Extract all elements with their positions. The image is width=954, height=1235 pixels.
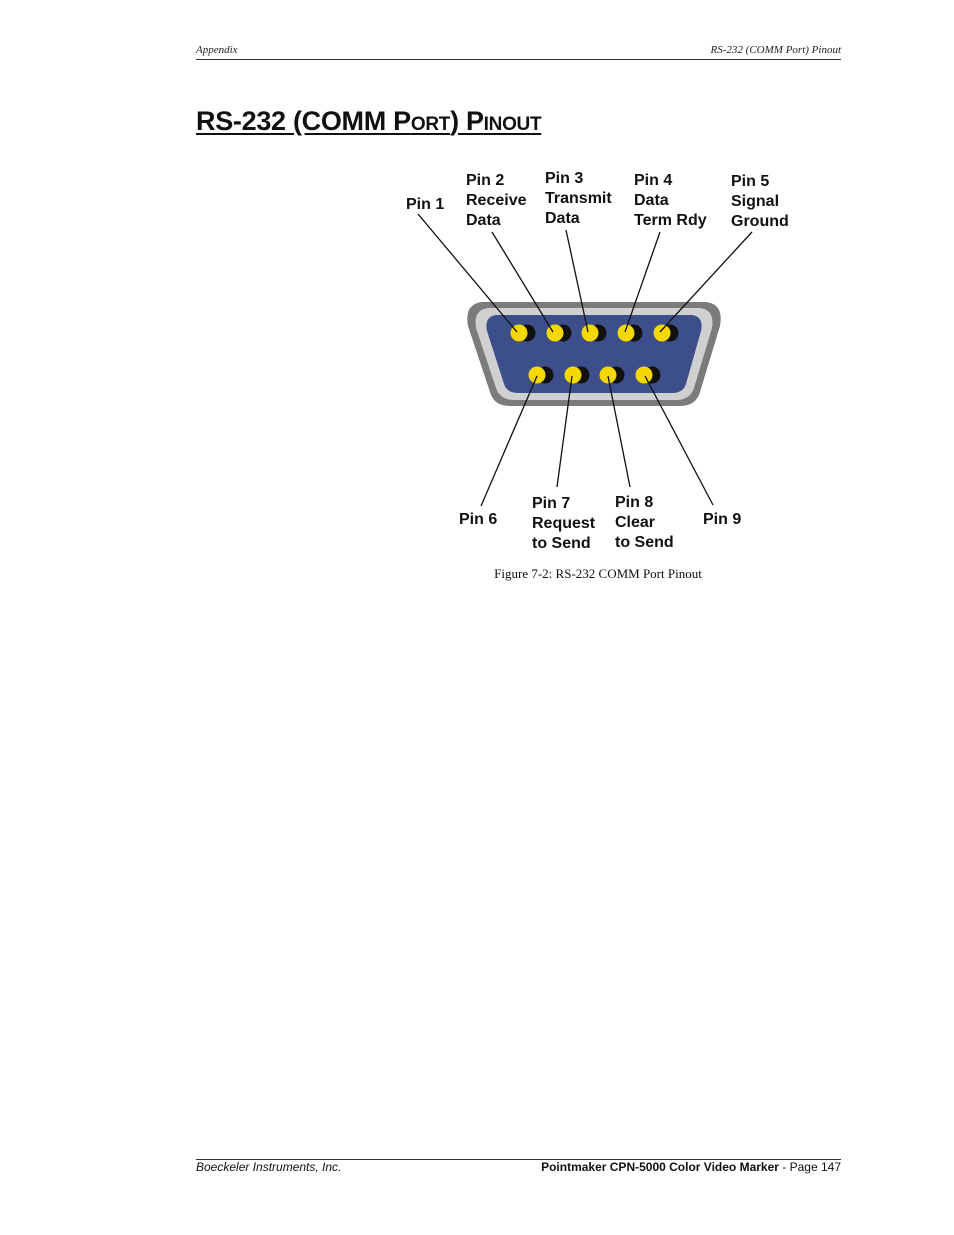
- pin-8: [600, 367, 625, 384]
- pin-7: [565, 367, 590, 384]
- header-section: Appendix: [196, 44, 238, 56]
- pin-1: [511, 325, 536, 342]
- label-pin-7: Pin 7 Request to Send: [532, 495, 596, 552]
- header-chapter: RS-232 (COMM Port) Pinout: [710, 44, 841, 56]
- label-pin-4: Pin 4 Data Term Rdy: [634, 172, 707, 229]
- footer-company: Boeckeler Instruments, Inc.: [196, 1160, 342, 1174]
- figure-caption: Figure 7-2: RS-232 COMM Port Pinout: [494, 566, 702, 581]
- footer-product-page: Pointmaker CPN-5000 Color Video Marker - Page 147: [541, 1160, 841, 1174]
- pin-6: [529, 367, 554, 384]
- label-pin-1: Pin 1: [406, 196, 445, 213]
- pin-3: [582, 325, 607, 342]
- label-pin-3: Pin 3 Transmit Data: [545, 170, 612, 227]
- pin-5: [654, 325, 679, 342]
- pin-4: [618, 325, 643, 342]
- label-pin-6: Pin 6: [459, 511, 498, 528]
- label-pin-2: Pin 2 Receive Data: [466, 172, 527, 229]
- leader-line-pin-1: [418, 214, 517, 332]
- label-pin-8: Pin 8 Clear to Send: [615, 494, 674, 551]
- label-pin-9: Pin 9: [703, 511, 742, 528]
- label-pin-5: Pin 5 Signal Ground: [731, 173, 789, 230]
- page-title: RS-232 (COMM PORT) PINOUT: [196, 106, 542, 136]
